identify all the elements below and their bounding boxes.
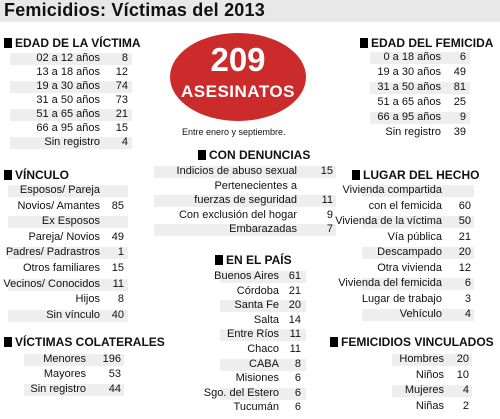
row-value: 21 <box>115 108 128 120</box>
row-value: 2 <box>462 399 469 412</box>
row-value: 61 <box>288 270 301 282</box>
row-value: 8 <box>294 357 301 370</box>
row-label: Tucumán <box>233 401 279 414</box>
section-heading-denuncias <box>198 148 310 162</box>
period-note: Entre enero y septiembre. <box>182 127 286 137</box>
row-value: 6 <box>459 51 466 63</box>
table-row <box>0 51 500 64</box>
table-row <box>0 299 500 312</box>
row-value: 12 <box>115 66 128 78</box>
row-label: Sin registro <box>44 136 100 148</box>
section-heading-text: EDAD DEL FEMICIDA <box>371 36 494 50</box>
bullet-square-icon <box>4 38 12 48</box>
section-heading-text: EN EL PAÍS <box>226 253 292 267</box>
row-value: 20 <box>456 353 469 365</box>
row-value: 8 <box>117 293 124 306</box>
row-label: 51 a 65 años <box>377 96 441 108</box>
section-heading-lugar <box>352 168 479 182</box>
row-label: Vehículo <box>399 308 442 320</box>
row-value: 6 <box>294 372 301 385</box>
bullet-square-icon <box>198 150 206 160</box>
total-number: 209 <box>210 41 266 78</box>
bullet-square-icon <box>330 337 338 347</box>
section-heading-edad-victima <box>4 36 141 50</box>
row-label: Con exclusión del hogar <box>178 208 297 221</box>
row-label: 19 a 30 años <box>36 80 100 92</box>
row-label: 0 a 18 años <box>383 51 441 63</box>
row-label: 02 a 12 años <box>36 52 100 64</box>
row-label: Sgo. del Estero <box>203 386 279 399</box>
row-label: Otra vivienda <box>377 261 442 274</box>
table-row <box>0 126 500 139</box>
row-label: Descampado <box>377 246 442 258</box>
table-row <box>0 96 500 109</box>
row-value: 11 <box>112 277 124 290</box>
row-value: 1 <box>117 246 124 259</box>
table-row <box>0 353 500 366</box>
table-row <box>0 200 500 213</box>
row-label: con el femicida <box>368 199 442 212</box>
row-label: Córdoba <box>236 284 279 297</box>
row-value: 25 <box>453 96 466 108</box>
row-value: 6 <box>294 401 301 414</box>
row-label: 66 a 95 años <box>36 122 100 134</box>
row-label: Sin registro <box>30 383 86 395</box>
row-label: Santa Fe <box>234 299 279 312</box>
section-heading-text: FEMICIDIOS VINCULADOS <box>341 335 494 349</box>
row-label: Vivienda del femicida <box>338 277 442 289</box>
row-value: 40 <box>111 308 124 321</box>
row-value: 4 <box>121 136 128 148</box>
table-row <box>0 81 500 94</box>
table-row <box>0 368 500 385</box>
row-value: 7 <box>326 223 333 236</box>
row-value: 11 <box>321 194 333 207</box>
row-value: 15 <box>111 262 124 274</box>
row-value: 3 <box>464 292 471 305</box>
total-word: ASESINATOS <box>181 82 295 101</box>
row-label: Vivienda compartida <box>342 184 442 196</box>
row-label: Indicios de abuso sexual <box>176 165 297 177</box>
row-value: 11 <box>289 328 301 341</box>
row-label: Chaco <box>247 343 279 355</box>
section-heading-vinculados <box>330 335 494 349</box>
row-value: 15 <box>320 165 333 177</box>
row-value: 81 <box>453 81 466 93</box>
table-row <box>0 400 500 413</box>
row-value: 6 <box>294 386 301 399</box>
bullet-square-icon <box>352 170 360 180</box>
row-label: Hombres <box>399 353 444 365</box>
row-label: Hijos <box>75 293 100 306</box>
row-value: 11 <box>289 343 301 355</box>
row-value: 9 <box>459 111 466 123</box>
row-value: 49 <box>453 66 466 78</box>
row-label: 66 a 95 años <box>377 111 441 123</box>
row-label: CABA <box>249 357 279 370</box>
row-label: Vía pública <box>387 230 442 243</box>
row-value: 21 <box>458 230 471 243</box>
row-label: Ex Esposos <box>41 215 100 228</box>
section-heading-edad-femicida <box>360 36 493 50</box>
row-label: Buenos Aires <box>214 270 279 282</box>
row-label: 51 a 65 años <box>36 108 100 120</box>
row-value: 74 <box>115 80 128 92</box>
row-label: Vivienda de la víctima <box>335 215 442 227</box>
row-value: 44 <box>108 383 121 395</box>
row-label: 31 a 50 años <box>36 94 100 106</box>
section-heading-text: VÍNCULO <box>15 168 69 182</box>
row-value: 49 <box>111 230 124 243</box>
row-value: 50 <box>458 215 471 227</box>
section-heading-text: VÍCTIMAS COLATERALES <box>15 335 165 349</box>
section-heading-colaterales <box>4 335 165 349</box>
row-label: Padres/ Padrastros <box>5 246 100 259</box>
row-value: 85 <box>111 199 124 212</box>
row-label: Niños <box>415 368 444 381</box>
table-row <box>0 231 500 244</box>
bullet-square-icon <box>4 337 12 347</box>
page-title: Femicidios: Víctimas del 2013 <box>4 0 265 20</box>
row-value: 196 <box>102 353 121 365</box>
bullet-square-icon <box>360 38 368 48</box>
row-value: 4 <box>462 384 469 396</box>
section-heading-text: CON DENUNCIAS <box>209 148 311 162</box>
row-label: Sin registro <box>385 126 441 138</box>
table-row <box>0 314 500 327</box>
row-label: Entre Ríos <box>227 328 279 341</box>
row-label: Mujeres <box>404 384 444 396</box>
row-value: 14 <box>288 313 301 326</box>
row-value: 73 <box>115 94 128 106</box>
row-label: Vecinos/ Conocidos <box>3 277 100 290</box>
row-value: 12 <box>458 261 471 274</box>
row-label: 19 a 30 años <box>377 66 441 78</box>
row-value: 4 <box>464 308 471 320</box>
row-value: 39 <box>453 126 466 138</box>
section-heading-text: EDAD DE LA VÍCTIMA <box>15 36 141 50</box>
row-value: 20 <box>458 246 471 258</box>
row-label: fuerzas de seguridad <box>194 194 297 207</box>
row-value: 8 <box>121 52 128 64</box>
table-row <box>0 215 500 228</box>
row-label: Niñas <box>415 399 444 412</box>
row-value: 60 <box>458 199 471 212</box>
row-label: Embarazadas <box>229 223 297 236</box>
row-label: 31 a 50 años <box>377 81 441 93</box>
row-label: Otros familiares <box>22 262 100 274</box>
bullet-square-icon <box>215 255 223 265</box>
section-heading-text: LUGAR DEL HECHO <box>363 168 480 182</box>
table-row <box>0 111 500 124</box>
table-row <box>0 184 500 197</box>
row-label: Misiones <box>235 372 279 385</box>
row-label: Menores <box>43 353 86 365</box>
row-label: Lugar de trabajo <box>361 292 442 305</box>
row-value: 21 <box>288 284 301 297</box>
table-row <box>0 285 500 298</box>
row-label: Pertenecientes a <box>214 179 297 192</box>
row-label: Mayores <box>43 368 86 380</box>
table-row <box>0 384 500 397</box>
row-value: 53 <box>108 368 121 380</box>
row-value: 9 <box>326 208 333 221</box>
row-label: Novios/ Amantes <box>17 199 100 212</box>
row-value: 10 <box>456 368 469 381</box>
row-value: 15 <box>115 122 128 134</box>
row-label: Pareja/ Novios <box>28 230 100 243</box>
row-value: 20 <box>288 299 301 312</box>
section-heading-pais <box>215 253 292 267</box>
row-label: Sin vínculo <box>46 308 100 321</box>
table-row <box>0 66 500 79</box>
row-label: Salta <box>253 313 279 326</box>
row-label: 13 a 18 años <box>36 66 100 78</box>
table-row <box>0 270 500 283</box>
row-value: 6 <box>464 277 471 289</box>
row-label: Esposos/ Pareja <box>19 184 100 196</box>
